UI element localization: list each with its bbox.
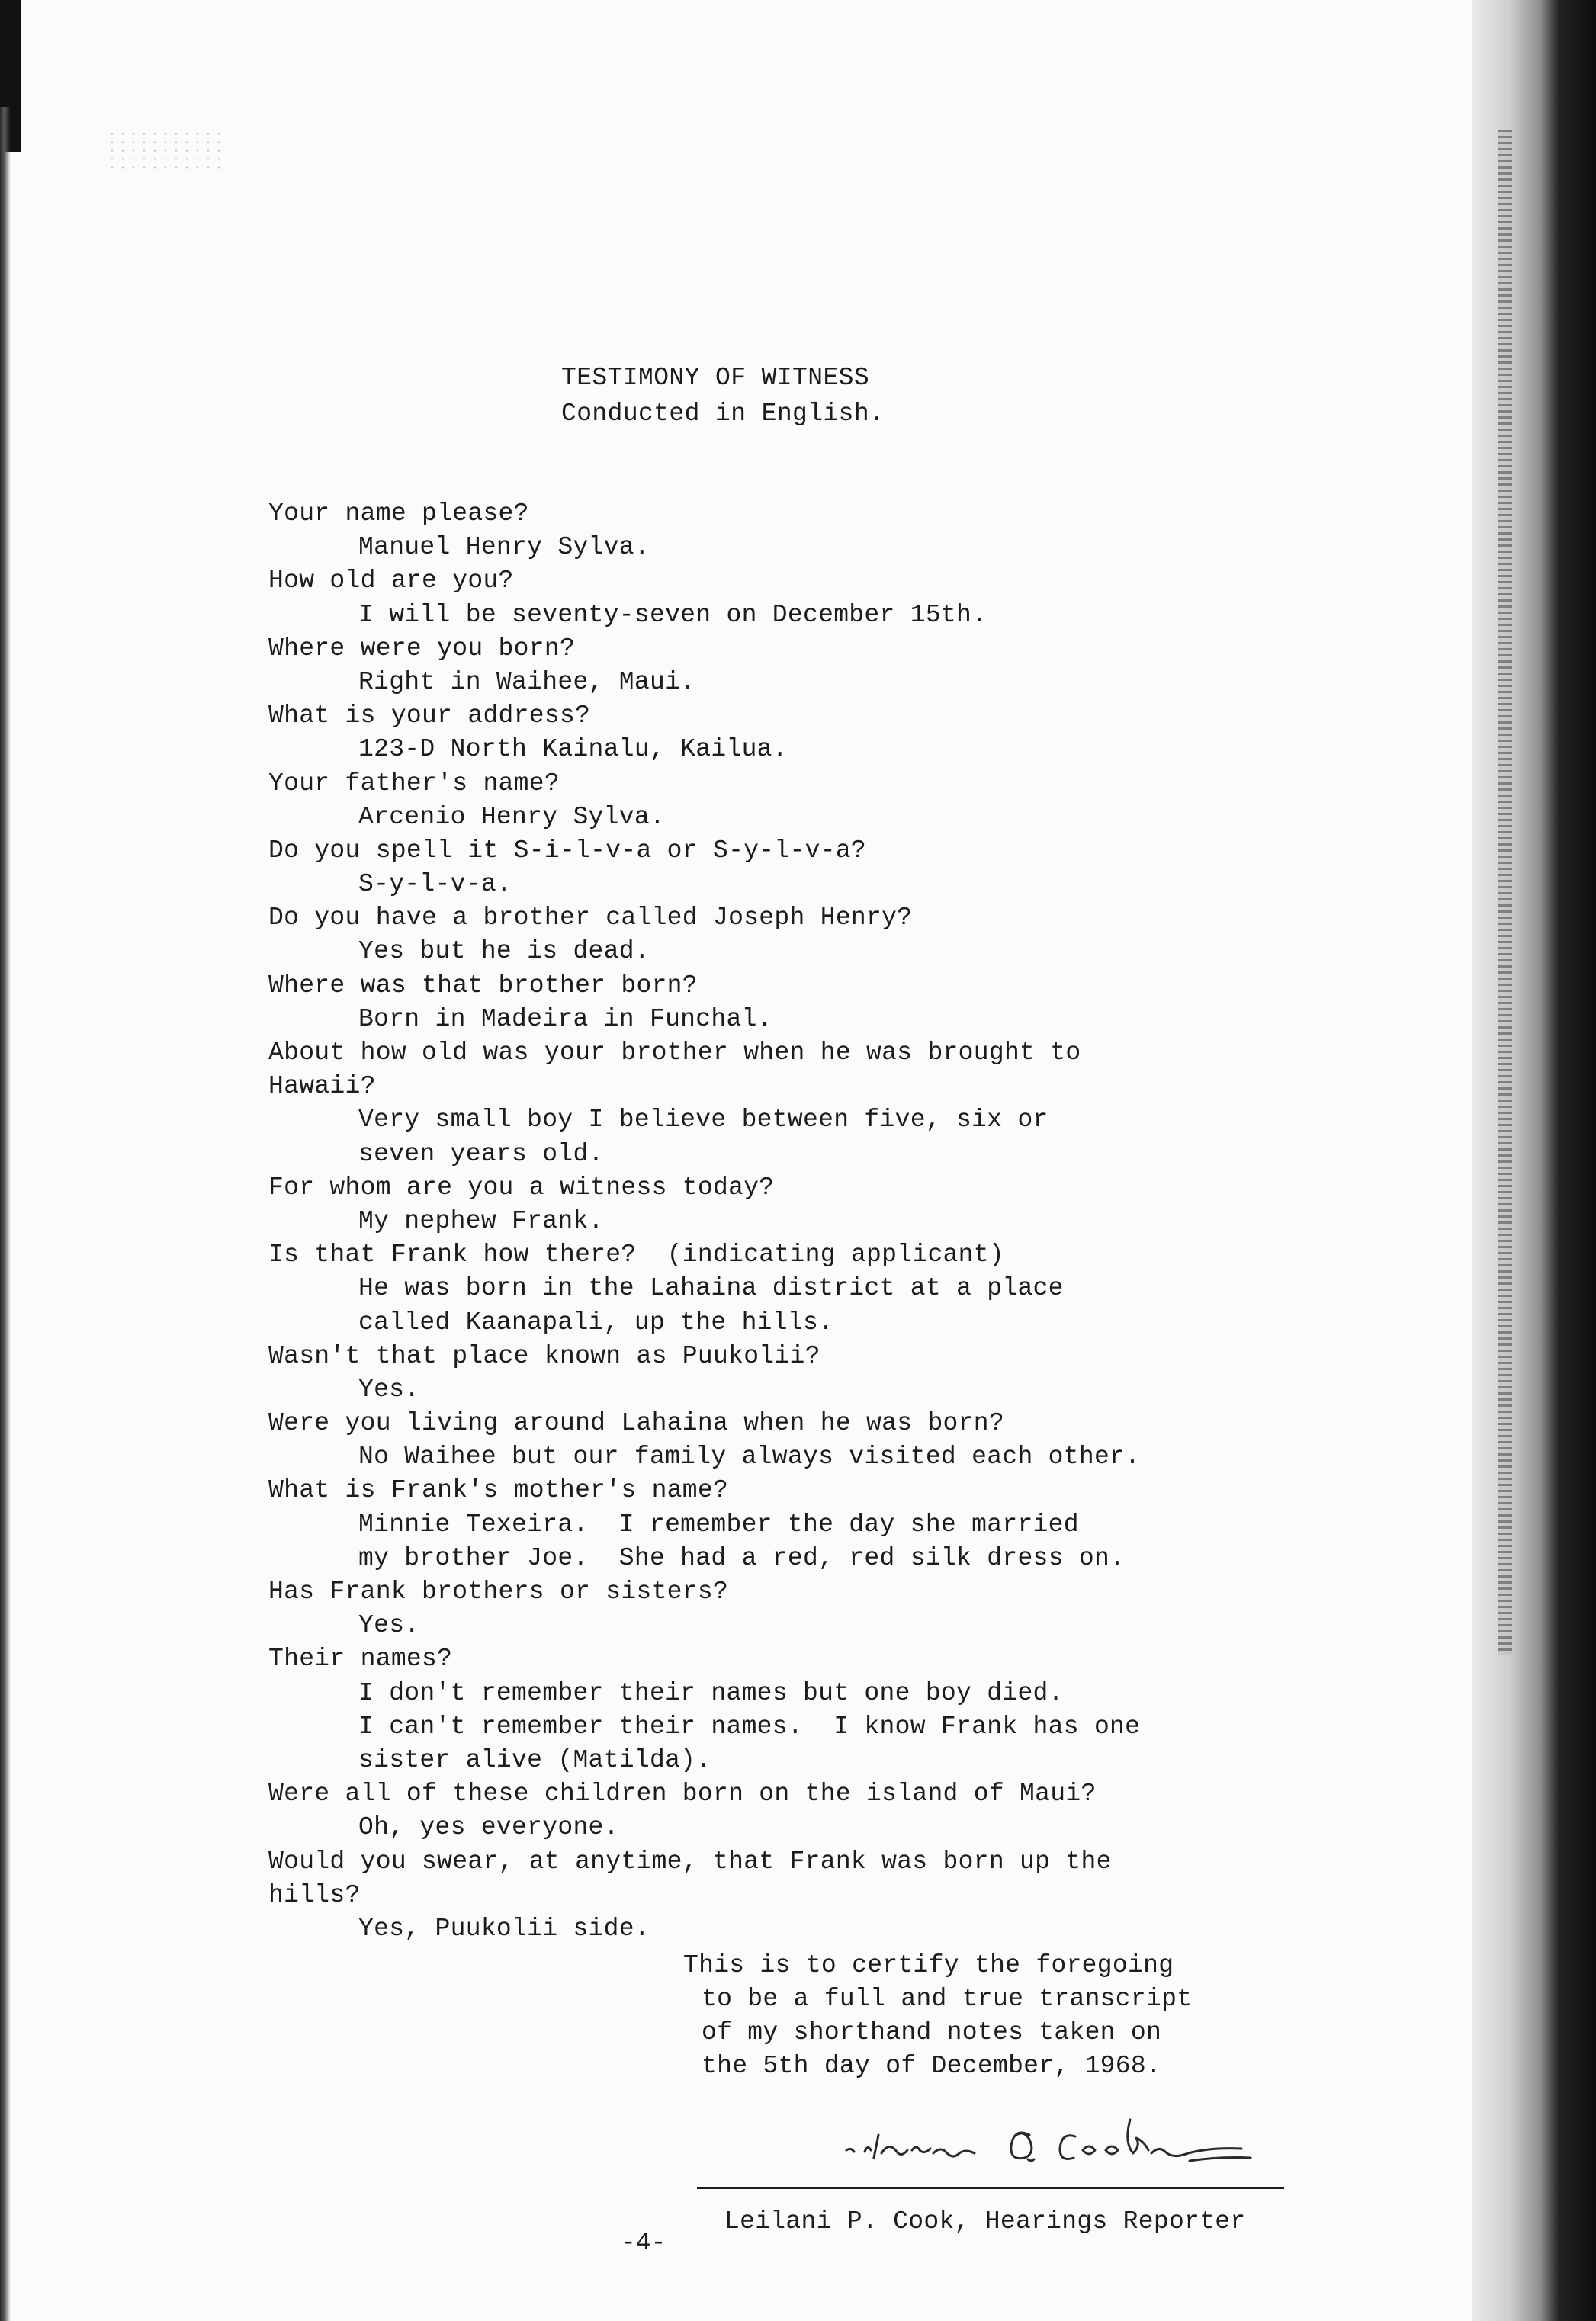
answer-line: No Waihee but our family always visited each other. <box>358 1443 1141 1472</box>
reporter-name: Leilani P. Cook, Hearings Reporter <box>724 2207 1246 2236</box>
question-line: Where was that brother born? <box>268 971 698 1000</box>
answer-line: S-y-l-v-a. <box>358 870 512 899</box>
heading-subtitle: Conducted in English. <box>561 400 885 428</box>
handwritten-signature <box>831 2089 1258 2173</box>
answer-line: seven years old. <box>358 1139 604 1168</box>
question-line: Is that Frank how there? (indicating applicant) <box>268 1241 1004 1270</box>
question-line: Do you spell it S-i-l-v-a or S-y-l-v-a? <box>268 836 867 865</box>
transcript-body <box>268 497 1321 1946</box>
answer-line: Manuel Henry Sylva. <box>358 533 650 562</box>
scan-edge-left <box>0 107 11 2321</box>
certification-line: the 5th day of December, 1968. <box>702 2052 1162 2080</box>
answer-line: I don't remember their names but one boy died. <box>358 1678 1064 1707</box>
answer-line: I can't remember their names. I know Frank has one <box>358 1712 1141 1741</box>
question-line: Has Frank brothers or sisters? <box>268 1578 729 1606</box>
answer-line: He was born in the Lahaina district at a place <box>358 1274 1064 1303</box>
question-line: Were you living around Lahaina when he was born? <box>268 1409 1004 1438</box>
answer-line: 123-D North Kainalu, Kailua. <box>358 735 788 764</box>
question-line: Their names? <box>268 1645 453 1674</box>
certification-block <box>683 1949 1192 2083</box>
certification-line: to be a full and true transcript <box>702 1985 1193 2013</box>
answer-line: Born in Madeira in Funchal. <box>358 1004 772 1033</box>
document-heading <box>561 360 885 432</box>
answer-line: Yes, Puukolii side. <box>358 1914 650 1943</box>
answer-line: Oh, yes everyone. <box>358 1813 619 1842</box>
question-line: Hawaii? <box>268 1072 376 1101</box>
heading-title: TESTIMONY OF WITNESS <box>561 364 870 392</box>
question-line: For whom are you a witness today? <box>268 1173 775 1202</box>
answer-line: Right in Waihee, Maui. <box>358 667 696 696</box>
question-line: Do you have a brother called Joseph Henry? <box>268 904 913 933</box>
scan-edge-right <box>1472 0 1596 2321</box>
answer-line: Minnie Texeira. I remember the day she married <box>358 1510 1079 1539</box>
question-line: Wasn't that place known as Puukolii? <box>268 1341 820 1370</box>
answer-line: Yes but he is dead. <box>358 937 650 966</box>
scan-specks <box>107 130 229 175</box>
question-line: Your name please? <box>268 499 529 528</box>
answer-line: I will be seventy-seven on December 15th. <box>358 600 987 629</box>
question-line: How old are you? <box>268 567 514 595</box>
answer-line: Yes. <box>358 1611 420 1640</box>
question-line: Would you swear, at anytime, that Frank was born up the <box>268 1847 1112 1876</box>
answer-line: called Kaanapali, up the hills. <box>358 1308 834 1337</box>
signature-line <box>697 2187 1284 2189</box>
question-line: About how old was your brother when he was brought to <box>268 1039 1081 1067</box>
answer-line: Arcenio Henry Sylva. <box>358 802 666 831</box>
answer-line: My nephew Frank. <box>358 1206 604 1235</box>
page-number: -4- <box>621 2229 666 2257</box>
question-line: Were all of these children born on the island of Maui? <box>268 1780 1097 1809</box>
answer-line: Very small boy I believe between five, six or <box>358 1106 1048 1135</box>
answer-line: sister alive (Matilda). <box>358 1745 711 1774</box>
question-line: hills? <box>268 1880 361 1909</box>
question-line: What is your address? <box>268 701 591 730</box>
answer-line: my brother Joe. She had a red, red silk dress on. <box>358 1543 1126 1572</box>
question-line: Where were you born? <box>268 634 576 663</box>
certification-line: of my shorthand notes taken on <box>702 2018 1162 2047</box>
answer-line: Yes. <box>358 1375 420 1404</box>
scan-edge-texture <box>1498 130 1512 1655</box>
question-line: What is Frank's mother's name? <box>268 1476 729 1505</box>
certification-line: This is to certify the foregoing <box>683 1951 1174 1979</box>
question-line: Your father's name? <box>268 769 560 798</box>
